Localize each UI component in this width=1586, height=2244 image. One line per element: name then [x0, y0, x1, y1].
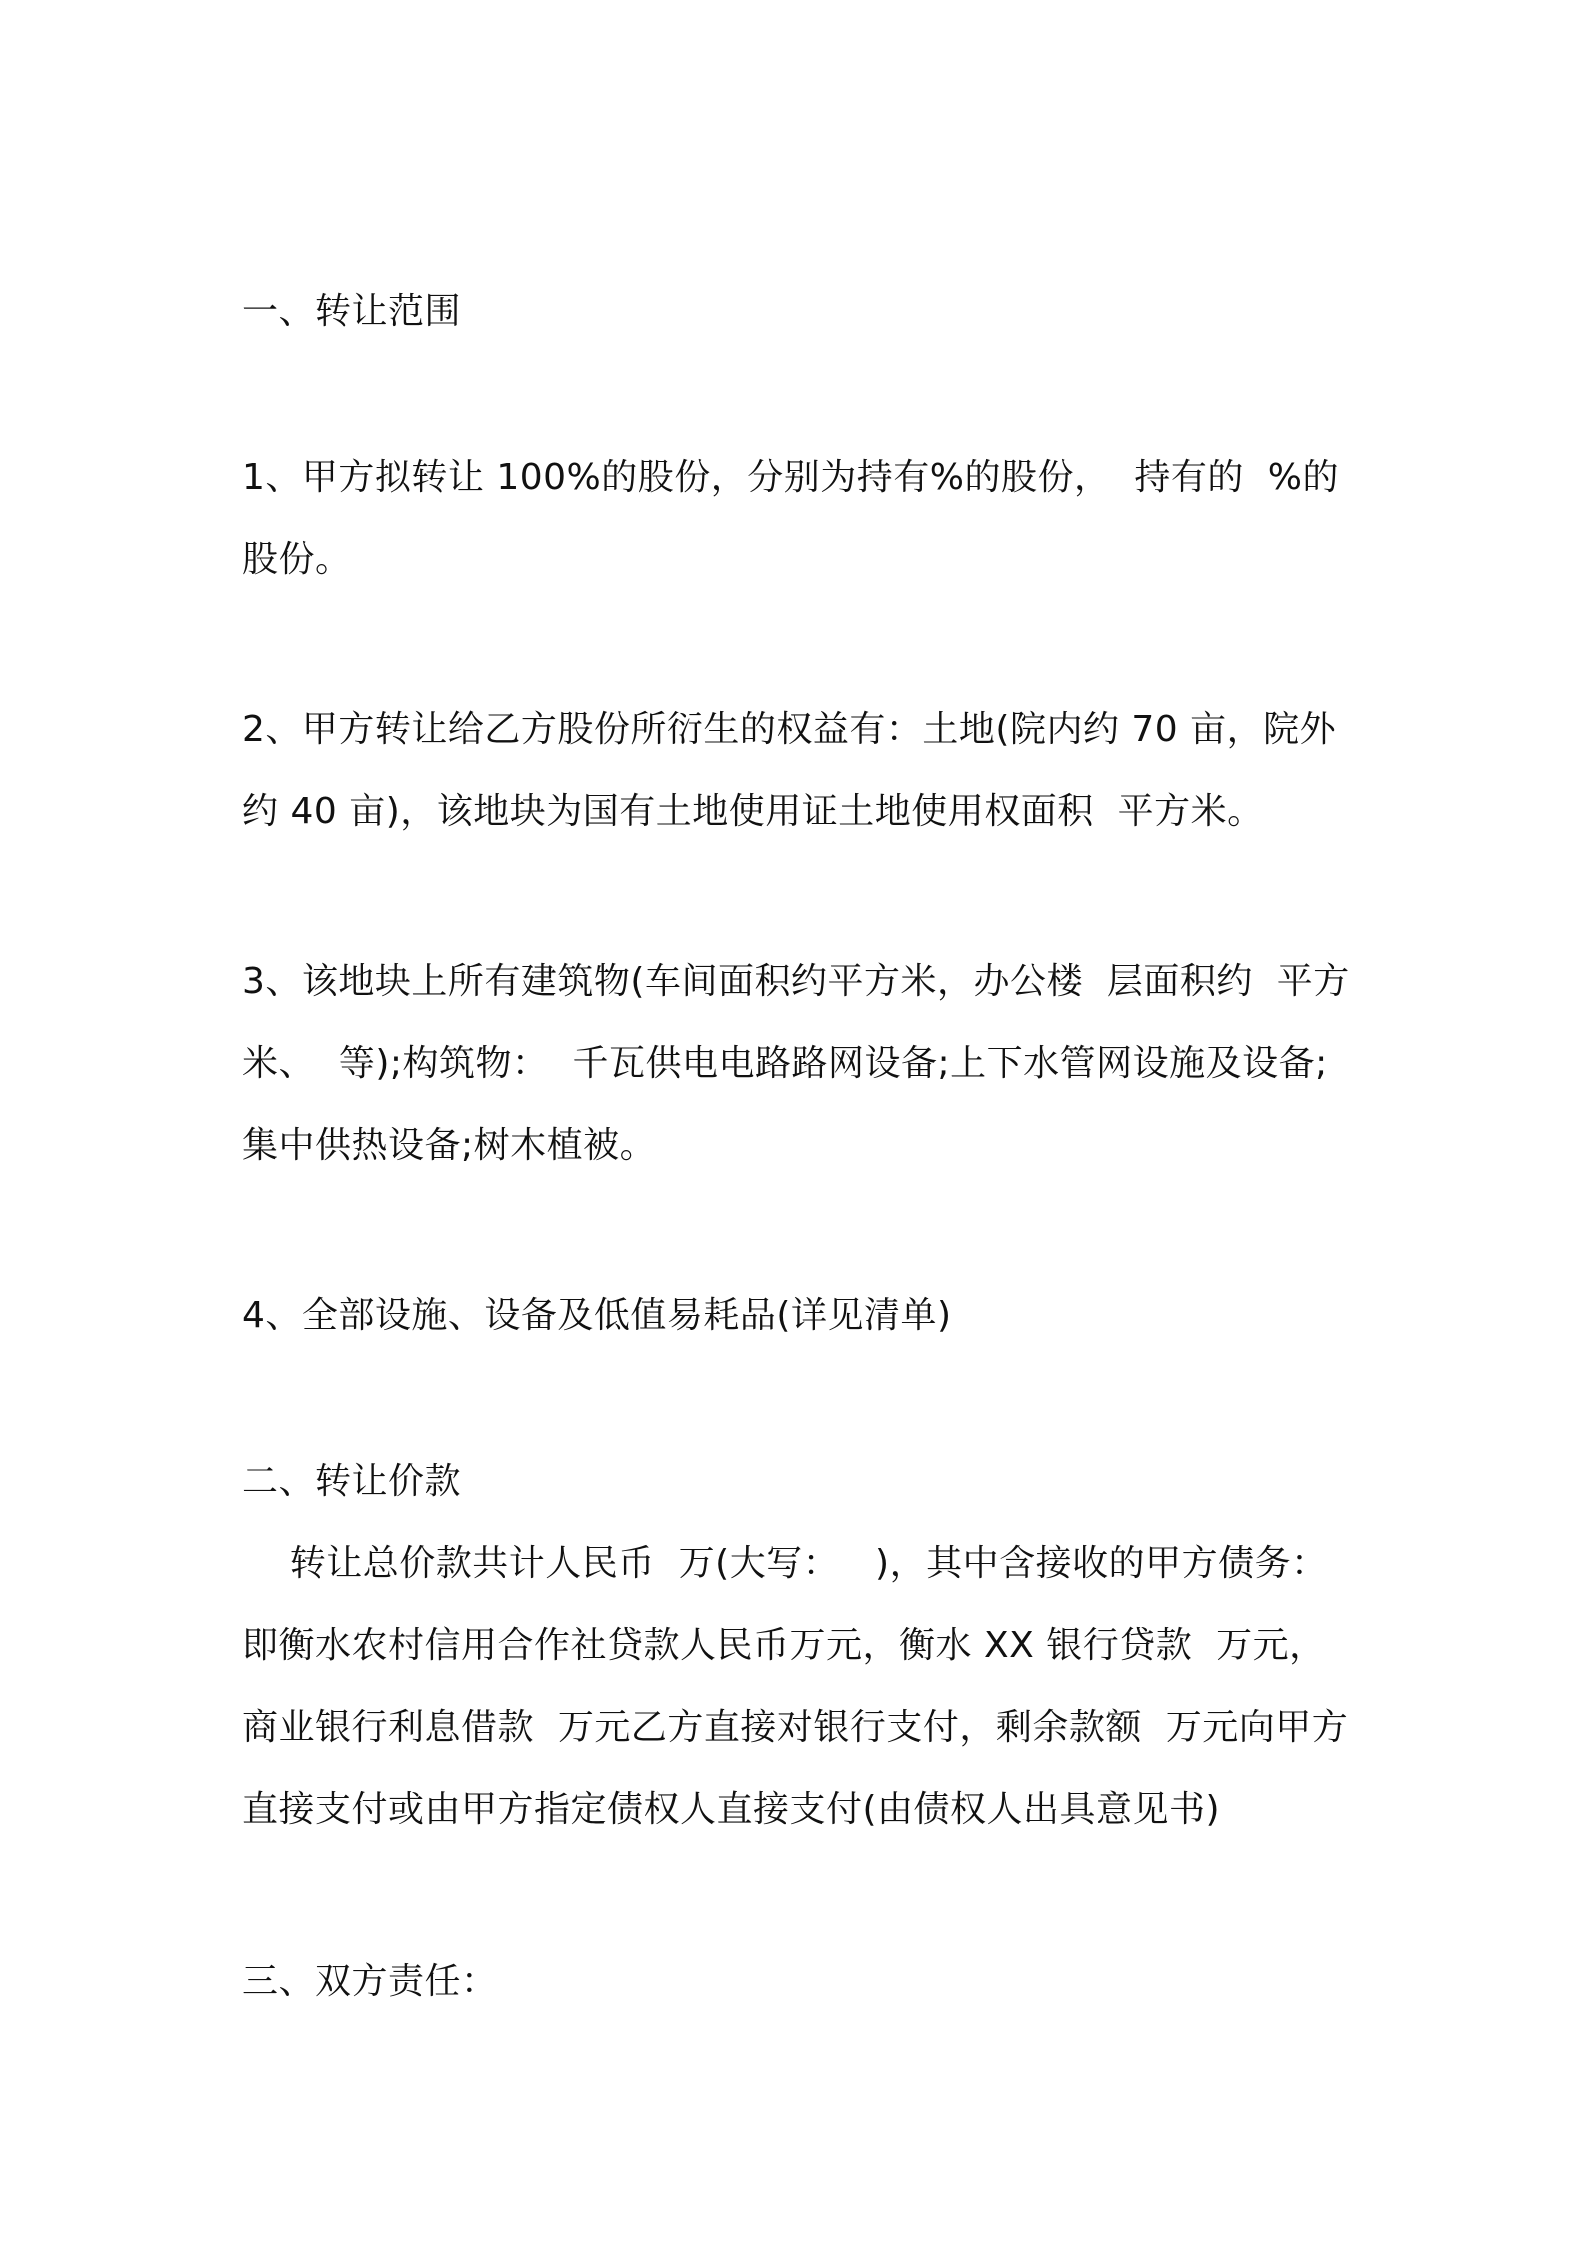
price-paragraph-line-1: 转让总价款共计人民币 万(大写： )，其中含接收的甲方债务： — [242, 1543, 1328, 1584]
section-heading-transfer-scope: 一、转让范围 — [242, 291, 462, 332]
section-heading-transfer-price: 二、转让价款 — [242, 1461, 462, 1502]
price-paragraph-line-4: 直接支付或由甲方指定债权人直接支付(由债权人出具意见书) — [242, 1789, 1221, 1830]
item-3-line-2: 米、 等);构筑物： 千瓦供电电路路网设备;上下水管网设施及设备; — [242, 1043, 1328, 1084]
item-1-line-2: 股份。 — [242, 539, 352, 580]
section-heading-responsibilities: 三、双方责任： — [242, 1961, 498, 2002]
item-3-line-3: 集中供热设备;树木植被。 — [242, 1125, 657, 1166]
item-4-line-1: 4、全部设施、设备及低值易耗品(详见清单) — [242, 1295, 952, 1336]
item-2-line-1: 2、甲方转让给乙方股份所衍生的权益有：土地(院内约 70 亩，院外 — [242, 709, 1337, 750]
price-paragraph-line-2: 即衡水农村信用合作社贷款人民币万元，衡水 XX 银行贷款 万元， — [242, 1625, 1326, 1666]
item-2-line-2: 约 40 亩)，该地块为国有土地使用证土地使用权面积 平方米。 — [242, 791, 1264, 832]
price-paragraph-line-3: 商业银行利息借款 万元乙方直接对银行支付，剩余款额 万元向甲方 — [242, 1707, 1349, 1748]
item-3-line-1: 3、该地块上所有建筑物(车间面积约平方米，办公楼 层面积约 平方 — [242, 961, 1350, 1002]
item-1-line-1: 1、甲方拟转让 100%的股份，分别为持有%的股份， 持有的 %的 — [242, 457, 1339, 498]
